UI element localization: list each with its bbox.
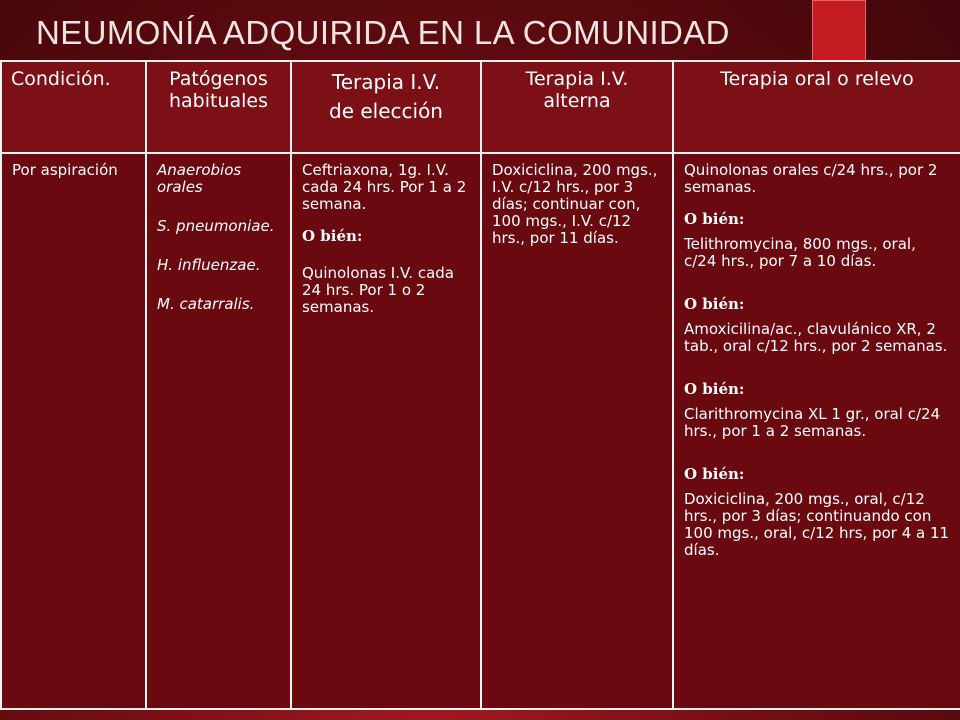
pathogen-item: S. pneumoniae.	[157, 217, 275, 235]
cell-pathogens	[146, 153, 291, 709]
or-separator: O bién:	[684, 295, 745, 313]
oral-option: Telithromycina, 800 mgs., oral, c/24 hrs., por 7 a 10 días.	[684, 235, 916, 270]
or-separator: O bién:	[684, 210, 745, 228]
or-separator: O bién:	[684, 465, 745, 483]
pathogen-item: H. influenzae.	[157, 256, 261, 274]
iv-alternative-text: Doxiciclina, 200 mgs., I.V. c/12 hrs., por 3 días; continuar con, 100 mgs., I.V. c/12 hrs., por 11 días.	[492, 161, 658, 247]
cell-iv-alternative	[481, 153, 673, 709]
iv-choice-option: Ceftriaxona, 1g. I.V. cada 24 hrs. Por 1 a 2 semana.	[302, 161, 467, 213]
oral-option: Quinolonas orales c/24 hrs., por 2 semanas.	[684, 161, 938, 196]
header-pathogens: Patógenos habituales	[146, 61, 291, 153]
header-row	[1, 61, 960, 153]
cell-condition	[1, 153, 146, 709]
pathogen-item: M. catarralis.	[157, 295, 255, 313]
pathogen-item: Anaerobios orales	[157, 161, 242, 196]
cell-oral	[673, 153, 960, 709]
oral-option: Amoxicilina/ac., clavulánico XR, 2 tab., oral c/12 hrs., por 2 semanas.	[684, 320, 948, 355]
or-separator: O bién:	[684, 380, 745, 398]
iv-choice-option: Quinolonas I.V. cada 24 hrs. Por 1 o 2 semanas.	[302, 264, 454, 316]
header-condition: Condición.	[1, 61, 146, 153]
oral-option: Doxiciclina, 200 mgs., oral, c/12 hrs., por 3 días; continuando con 100 mgs., oral, c/12 hrs, por 4 a 11 días.	[684, 490, 950, 559]
cell-iv-choice	[291, 153, 481, 709]
slide-title: NEUMONÍA ADQUIRIDA EN LA COMUNIDAD	[36, 14, 730, 51]
table-row	[1, 153, 960, 709]
header-iv-choice: Terapia I.V. de elección	[291, 61, 481, 153]
therapy-table	[0, 60, 960, 710]
header-iv-alternative: Terapia I.V. alterna	[481, 61, 673, 153]
header-oral: Terapia oral o relevo	[673, 61, 960, 153]
condition-text: Por aspiración	[12, 161, 118, 179]
or-separator: O bién:	[302, 227, 363, 245]
oral-option: Clarithromycina XL 1 gr., oral c/24 hrs., por 1 a 2 semanas.	[684, 405, 941, 440]
